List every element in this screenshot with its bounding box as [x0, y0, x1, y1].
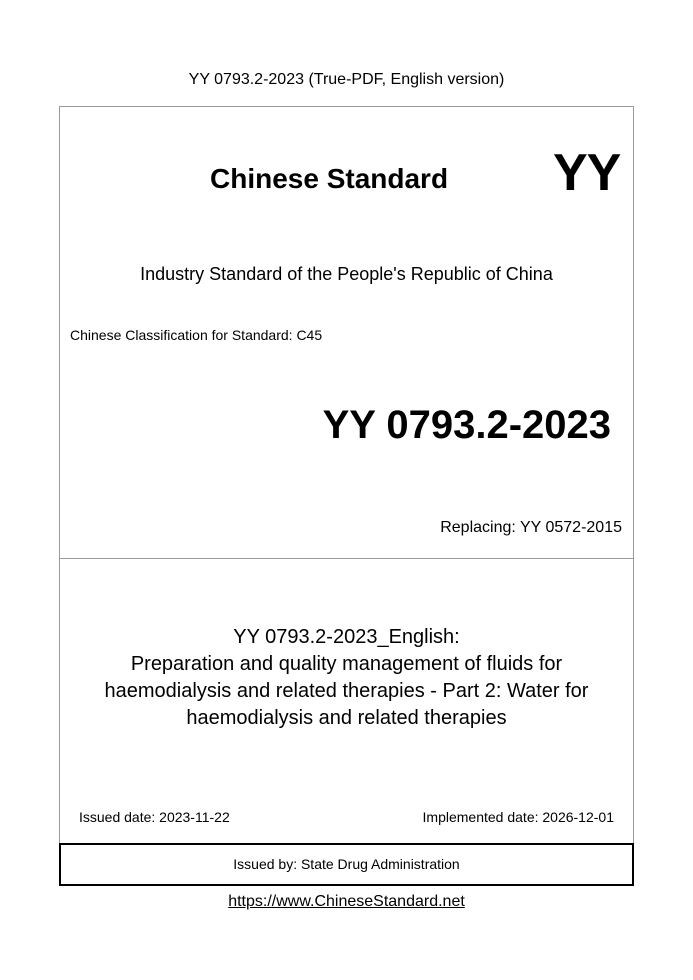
document-title-line: haemodialysis and related therapies	[186, 707, 507, 729]
website-link[interactable]: https://www.ChineseStandard.net	[228, 893, 465, 910]
issued-date: Issued date: 2023-11-22	[79, 809, 230, 825]
document-title	[70, 624, 623, 732]
document-title-line: YY 0793.2-2023_English:	[233, 626, 460, 648]
standard-type-logo: YY	[553, 144, 621, 202]
classification-line: Chinese Classification for Standard: C45	[70, 327, 323, 343]
industry-standard-line: Industry Standard of the People's Republic of China	[140, 264, 553, 284]
replacing-line: Replacing: YY 0572-2015	[440, 519, 622, 536]
document-title-line: haemodialysis and related therapies - Part 2: Water for	[104, 680, 589, 702]
standard-number: YY 0793.2-2023	[322, 403, 611, 447]
page-header: YY 0793.2-2023 (True-PDF, English version)	[188, 71, 505, 88]
cover-title: Chinese Standard	[210, 163, 449, 194]
issued-by: Issued by: State Drug Administration	[233, 856, 460, 872]
document-title-line: Preparation and quality management of fluids for	[130, 653, 563, 675]
implemented-date: Implemented date: 2026-12-01	[422, 809, 614, 825]
